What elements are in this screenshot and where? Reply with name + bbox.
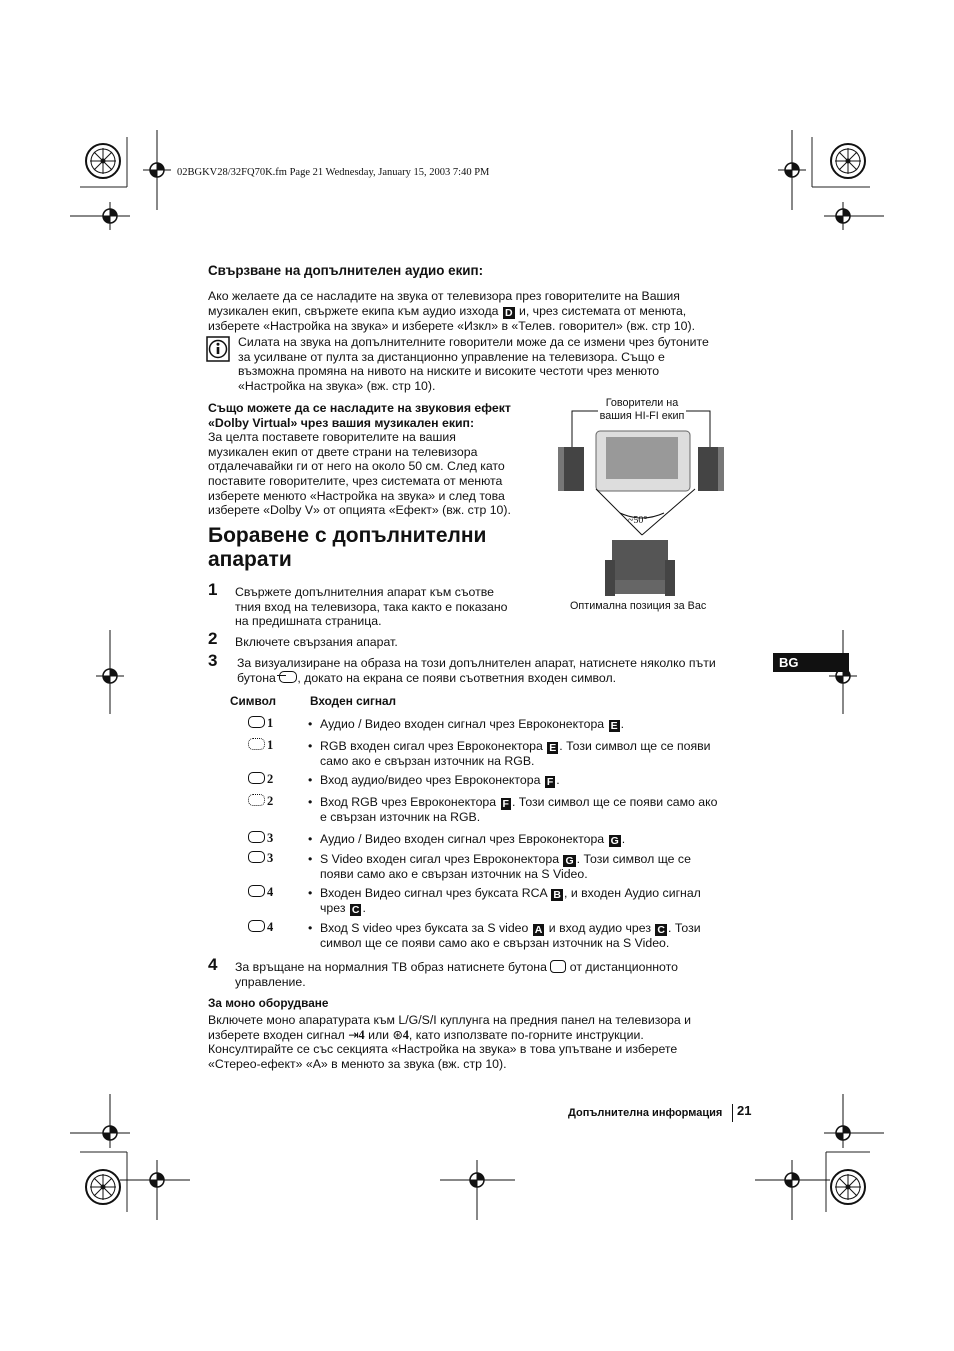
connector-key: D: [504, 306, 513, 319]
table-symbol: 1: [248, 738, 273, 753]
av-input-icon: [248, 885, 265, 897]
step-3-text: За визуализиране на образа на този допълнителен апарат, натиснете няколко пъти бутона , докато на екрана се появи съответния входен символ.: [237, 656, 716, 685]
audio-paragraph: Ако желаете да се насладите на звука от телевизора през говорителите на Вашия музикален екип, свържете екипа към аудио изхода D и, чрез системата от менюта, изберете «Настройка на звука» и изберете «Изкл» в «Телев. говорител» (вж. стр 10).: [208, 289, 695, 333]
table-row: • Вход аудио/видео чрез Евроконектора F .: [308, 773, 560, 788]
info-icon: [206, 336, 230, 362]
signal-column-header: Входен сигнал: [310, 694, 397, 708]
connector-key: C: [657, 924, 665, 936]
tv-button-icon: [550, 960, 566, 973]
angle-label: ~50°: [628, 515, 648, 526]
speaker-diagram: [550, 395, 740, 620]
section-title-audio: Свързване на допълнителен аудио екип:: [208, 263, 484, 278]
step-4-text: За връщане на нормалния ТВ образ натиснете бутона от дистанционното управление.: [235, 960, 678, 989]
step-2-number: 2: [208, 629, 218, 648]
mono-paragraph: Включете моно апаратурата към L/G/S/I куплунга на предния панел на телевизора и изберете входен сигнал ⇥4 или ⊛4, като използвате по-горните инструкции. Консултирайте се със секцията «Настройка на звука» в това упътване и изберете «Стерео-ефект» «А» в менюто за звука (вж. стр 10).: [208, 1013, 692, 1071]
step-3-number: 3: [208, 651, 218, 670]
table-symbol: 1: [248, 716, 273, 731]
connector-key: E: [610, 720, 618, 732]
language-tab: BG: [773, 653, 849, 672]
table-symbol: 2: [248, 794, 273, 809]
dolby-paragraph: Също можете да се насладите на звуковия ефект «Dolby Virtual» чрез вашия музикален екип: За целта поставете говорителите на вашия музикален екип от двете страни на телевизора отдалечавайки ги от него на около 50 см. След като поставите говорителите, чрез системата от менюта изберете менюто «Настройка на звука» и след това изберете «Dolby V» от опцията «Ефект» (вж. стр 10).: [208, 401, 511, 518]
table-symbol: 2: [248, 772, 273, 787]
table-row: • Аудио / Видео входен сигнал чрез Евроконектора E .: [308, 717, 624, 732]
av-input-icon: [248, 831, 265, 843]
connector-key: C: [351, 904, 360, 916]
file-header: 02BGKV28/32FQ70K.fm Page 21 Wednesday, January 15, 2003 7:40 PM: [177, 167, 490, 178]
s-video-input-icon: [248, 920, 265, 932]
rgb-input-icon: [248, 738, 265, 750]
table-row: • Входен Видео сигнал чрез буксата RCA B , и входен Аудио сигнал чрез C .: [308, 886, 701, 916]
step-1-text: Свържете допълнителния апарат към съотве тния вход на телевизора, така както е показано на предишната страница.: [235, 585, 508, 629]
info-note: Силата на звука на допълнителните говорители може да се измени чрез бутоните за усилване от пулта за дистанционно управление на телевизора. Също е възможна промяна на нивото на ниските и високите честоти чрез менюто «Настройка на звука» (вж. стр 10).: [238, 335, 709, 393]
av-input-icon: [248, 772, 265, 784]
speakers-label: Говорители на вашия HI-FI екип: [599, 397, 685, 422]
table-row: • S Video входен сигал чрез Евроконектора G . Този символ ще се появи само ако е свързан източник на S Video.: [308, 852, 691, 881]
table-symbol: 4: [248, 885, 273, 900]
step-2-text: Включете свързания апарат.: [235, 635, 398, 649]
connector-key: F: [502, 798, 509, 810]
step-4-number: 4: [208, 955, 218, 974]
connector-key: G: [565, 855, 574, 867]
table-row: • Аудио / Видео входен сигнал чрез Евроконектора G .: [308, 832, 626, 847]
footer-section: Допълнителна информация: [568, 1107, 723, 1119]
symbol-column-header: Символ: [230, 694, 277, 708]
table-symbol: 3: [248, 851, 273, 866]
figure-caption: Оптимална позиция за Вас: [570, 600, 707, 612]
av-input-icon: [248, 716, 265, 728]
table-symbol: 4: [248, 920, 273, 935]
mono-title: За моно оборудване: [208, 996, 329, 1010]
step-1-number: 1: [208, 580, 218, 599]
s-video-input-icon: ⊛4: [392, 1027, 409, 1042]
av-input-icon: ⇥4: [348, 1027, 365, 1042]
page-number: 21: [737, 1103, 752, 1118]
connector-key: A: [534, 924, 543, 936]
table-symbol: 3: [248, 831, 273, 846]
input-button-icon: [279, 671, 297, 683]
s-video-input-icon: [248, 851, 265, 863]
section-title-devices: Боравене с допълнителни апарати: [208, 524, 487, 571]
connector-key: B: [553, 889, 561, 901]
connector-key: G: [610, 835, 619, 847]
connector-key: E: [549, 742, 557, 754]
footer-divider: [732, 1104, 733, 1122]
rgb-input-icon: [248, 794, 265, 806]
connector-key: F: [546, 776, 554, 788]
table-row: • Вход RGB чрез Евроконектора F . Този символ ще се появи само ако е свързан източник на RGB.: [308, 795, 718, 824]
tv-speakers-drawing: [550, 395, 740, 620]
table-row: • RGB входен сигал чрез Евроконектора E . Този символ ще се появи само ако е свързан източник на RGB.: [308, 739, 711, 768]
table-row: • Вход S video чрез буксата за S video A и вход аудио чрез C . Този символ ще се появи само ако е свързан източник на S Video.: [308, 921, 701, 950]
